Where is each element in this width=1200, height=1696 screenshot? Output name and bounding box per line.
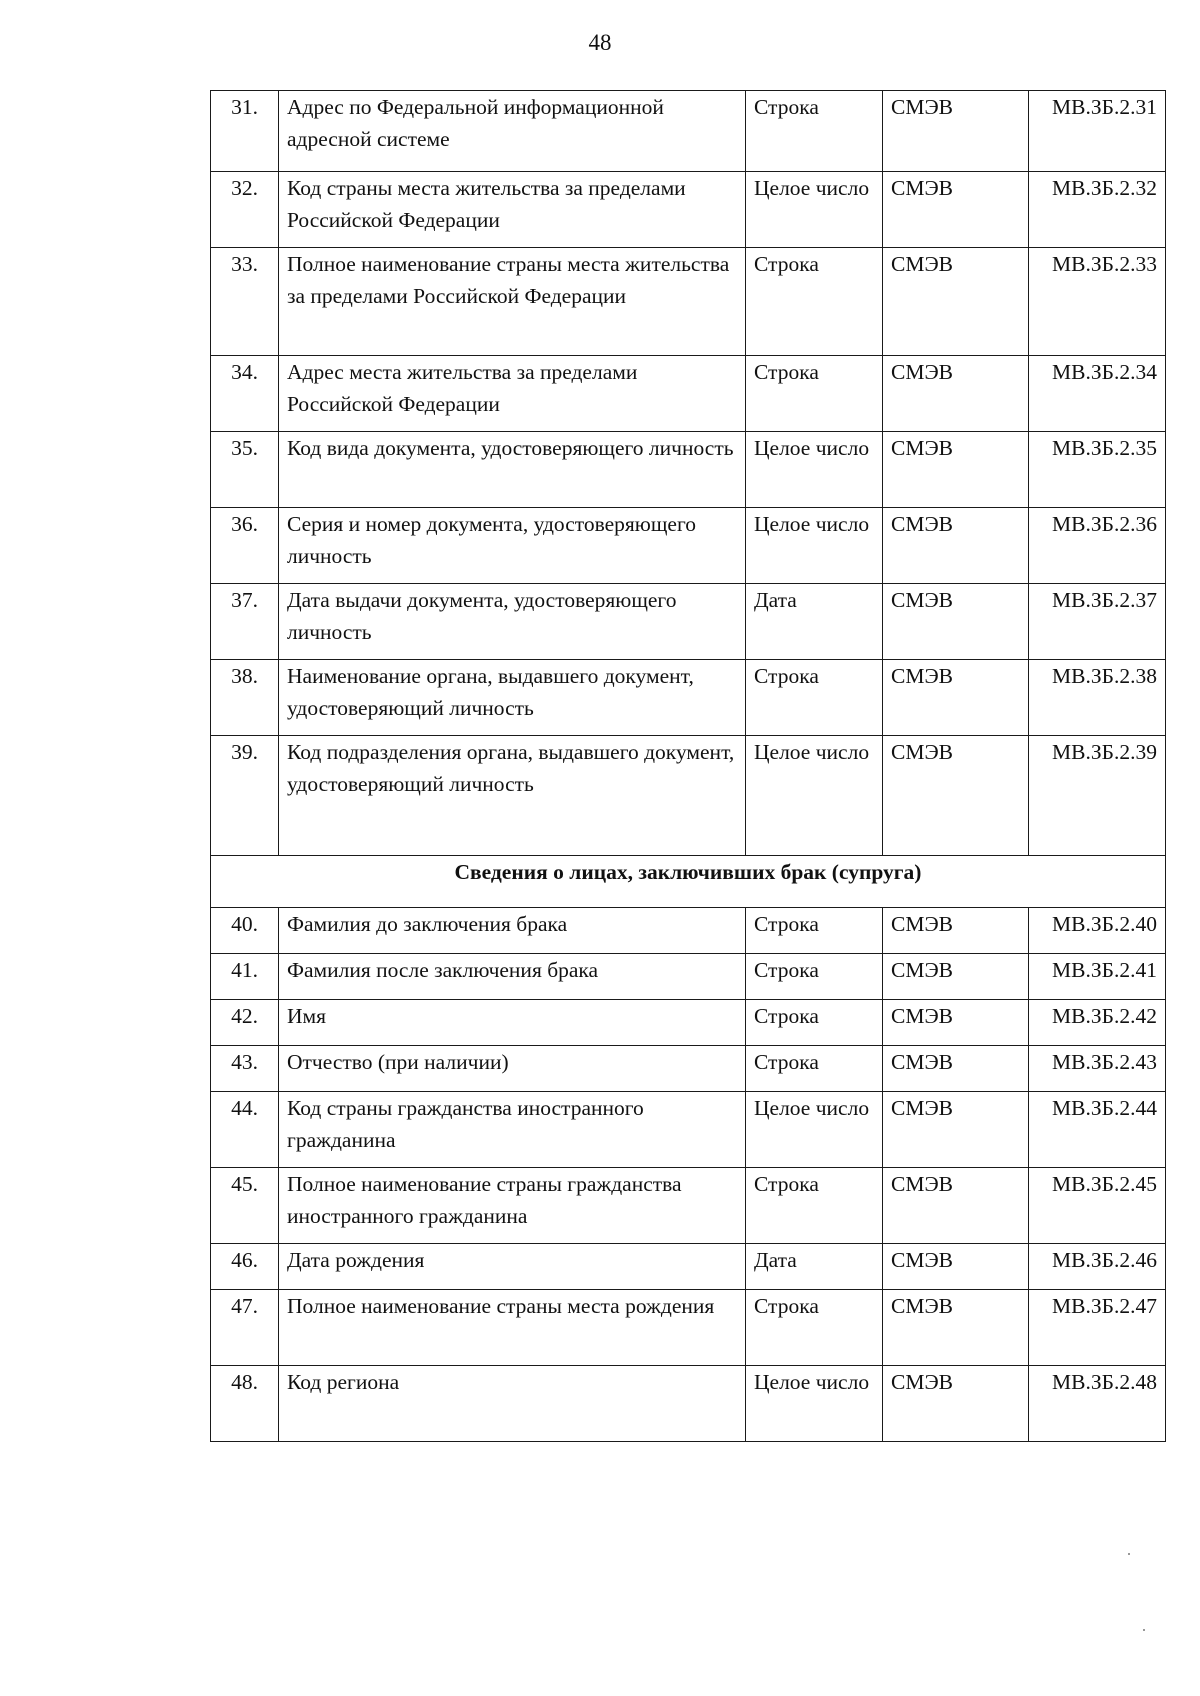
table-row bbox=[211, 1092, 1166, 1168]
data-fields-table bbox=[210, 90, 1166, 1442]
field-type: Строка bbox=[746, 356, 883, 432]
row-number: 47. bbox=[211, 1290, 279, 1366]
table-row bbox=[211, 736, 1166, 856]
field-code: МВ.ЗБ.2.32 bbox=[1029, 172, 1166, 248]
field-source: СМЭВ bbox=[883, 1000, 1029, 1046]
table-row bbox=[211, 954, 1166, 1000]
section-title: Сведения о лицах, заключивших брак (супруга) bbox=[211, 856, 1166, 908]
field-code: МВ.ЗБ.2.46 bbox=[1029, 1244, 1166, 1290]
field-source: СМЭВ bbox=[883, 1092, 1029, 1168]
section-row bbox=[211, 856, 1166, 908]
row-number: 44. bbox=[211, 1092, 279, 1168]
field-name: Серия и номер документа, удостоверяющего личность bbox=[279, 508, 746, 584]
field-source: СМЭВ bbox=[883, 736, 1029, 856]
field-name: Фамилия после заключения брака bbox=[279, 954, 746, 1000]
field-source: СМЭВ bbox=[883, 584, 1029, 660]
field-name: Дата рождения bbox=[279, 1244, 746, 1290]
field-source: СМЭВ bbox=[883, 1046, 1029, 1092]
table-row bbox=[211, 172, 1166, 248]
scan-speck bbox=[1128, 1553, 1130, 1555]
table-row bbox=[211, 908, 1166, 954]
field-type: Целое число bbox=[746, 432, 883, 508]
field-source: СМЭВ bbox=[883, 1290, 1029, 1366]
field-source: СМЭВ bbox=[883, 248, 1029, 356]
field-type: Строка bbox=[746, 908, 883, 954]
field-code: МВ.ЗБ.2.48 bbox=[1029, 1366, 1166, 1442]
scan-speck bbox=[1143, 1629, 1145, 1631]
row-number: 31. bbox=[211, 91, 279, 172]
table-row bbox=[211, 660, 1166, 736]
field-code: МВ.ЗБ.2.36 bbox=[1029, 508, 1166, 584]
field-code: МВ.ЗБ.2.31 bbox=[1029, 91, 1166, 172]
field-name: Отчество (при наличии) bbox=[279, 1046, 746, 1092]
field-source: СМЭВ bbox=[883, 172, 1029, 248]
row-number: 40. bbox=[211, 908, 279, 954]
field-code: МВ.ЗБ.2.40 bbox=[1029, 908, 1166, 954]
table-row bbox=[211, 1168, 1166, 1244]
field-type: Целое число bbox=[746, 1092, 883, 1168]
field-type: Целое число bbox=[746, 172, 883, 248]
field-type: Целое число bbox=[746, 736, 883, 856]
field-name: Полное наименование страны места рождения bbox=[279, 1290, 746, 1366]
field-source: СМЭВ bbox=[883, 432, 1029, 508]
field-code: МВ.ЗБ.2.47 bbox=[1029, 1290, 1166, 1366]
field-code: МВ.ЗБ.2.33 bbox=[1029, 248, 1166, 356]
table-row bbox=[211, 1046, 1166, 1092]
row-number: 39. bbox=[211, 736, 279, 856]
field-source: СМЭВ bbox=[883, 1244, 1029, 1290]
field-type: Строка bbox=[746, 1046, 883, 1092]
row-number: 32. bbox=[211, 172, 279, 248]
field-type: Строка bbox=[746, 248, 883, 356]
row-number: 33. bbox=[211, 248, 279, 356]
table-row bbox=[211, 356, 1166, 432]
table-row bbox=[211, 91, 1166, 172]
field-source: СМЭВ bbox=[883, 1366, 1029, 1442]
row-number: 41. bbox=[211, 954, 279, 1000]
field-name: Код региона bbox=[279, 1366, 746, 1442]
field-code: МВ.ЗБ.2.41 bbox=[1029, 954, 1166, 1000]
row-number: 34. bbox=[211, 356, 279, 432]
field-type: Дата bbox=[746, 1244, 883, 1290]
field-source: СМЭВ bbox=[883, 908, 1029, 954]
field-code: МВ.ЗБ.2.38 bbox=[1029, 660, 1166, 736]
field-type: Строка bbox=[746, 91, 883, 172]
field-name: Наименование органа, выдавшего документ, удостоверяющий личность bbox=[279, 660, 746, 736]
field-name: Полное наименование страны гражданства иностранного гражданина bbox=[279, 1168, 746, 1244]
table-row bbox=[211, 432, 1166, 508]
row-number: 35. bbox=[211, 432, 279, 508]
field-source: СМЭВ bbox=[883, 1168, 1029, 1244]
table-body bbox=[211, 91, 1166, 1442]
row-number: 37. bbox=[211, 584, 279, 660]
field-type: Строка bbox=[746, 1000, 883, 1046]
field-source: СМЭВ bbox=[883, 954, 1029, 1000]
table-row bbox=[211, 1000, 1166, 1046]
field-type: Дата bbox=[746, 584, 883, 660]
field-code: МВ.ЗБ.2.45 bbox=[1029, 1168, 1166, 1244]
table-row bbox=[211, 508, 1166, 584]
field-name: Код страны гражданства иностранного гражданина bbox=[279, 1092, 746, 1168]
field-name: Адрес места жительства за пределами Российской Федерации bbox=[279, 356, 746, 432]
row-number: 36. bbox=[211, 508, 279, 584]
field-name: Полное наименование страны места жительства за пределами Российской Федерации bbox=[279, 248, 746, 356]
table-row bbox=[211, 1244, 1166, 1290]
row-number: 42. bbox=[211, 1000, 279, 1046]
field-code: МВ.ЗБ.2.34 bbox=[1029, 356, 1166, 432]
table-row bbox=[211, 584, 1166, 660]
field-name: Адрес по Федеральной информационной адресной системе bbox=[279, 91, 746, 172]
field-name: Код вида документа, удостоверяющего личность bbox=[279, 432, 746, 508]
field-code: МВ.ЗБ.2.35 bbox=[1029, 432, 1166, 508]
field-name: Код подразделения органа, выдавшего документ, удостоверяющий личность bbox=[279, 736, 746, 856]
field-name: Фамилия до заключения брака bbox=[279, 908, 746, 954]
field-code: МВ.ЗБ.2.39 bbox=[1029, 736, 1166, 856]
row-number: 43. bbox=[211, 1046, 279, 1092]
field-type: Строка bbox=[746, 1168, 883, 1244]
field-type: Строка bbox=[746, 954, 883, 1000]
row-number: 48. bbox=[211, 1366, 279, 1442]
table-row bbox=[211, 1290, 1166, 1366]
field-source: СМЭВ bbox=[883, 356, 1029, 432]
field-name: Имя bbox=[279, 1000, 746, 1046]
page-number: 48 bbox=[588, 30, 612, 55]
field-code: МВ.ЗБ.2.43 bbox=[1029, 1046, 1166, 1092]
field-source: СМЭВ bbox=[883, 508, 1029, 584]
row-number: 46. bbox=[211, 1244, 279, 1290]
table-row bbox=[211, 1366, 1166, 1442]
table-row bbox=[211, 248, 1166, 356]
field-type: Целое число bbox=[746, 1366, 883, 1442]
field-name: Дата выдачи документа, удостоверяющего личность bbox=[279, 584, 746, 660]
field-type: Целое число bbox=[746, 508, 883, 584]
row-number: 45. bbox=[211, 1168, 279, 1244]
field-type: Строка bbox=[746, 1290, 883, 1366]
field-code: МВ.ЗБ.2.44 bbox=[1029, 1092, 1166, 1168]
field-code: МВ.ЗБ.2.42 bbox=[1029, 1000, 1166, 1046]
field-code: МВ.ЗБ.2.37 bbox=[1029, 584, 1166, 660]
field-name: Код страны места жительства за пределами Российской Федерации bbox=[279, 172, 746, 248]
field-type: Строка bbox=[746, 660, 883, 736]
field-source: СМЭВ bbox=[883, 660, 1029, 736]
row-number: 38. bbox=[211, 660, 279, 736]
field-source: СМЭВ bbox=[883, 91, 1029, 172]
